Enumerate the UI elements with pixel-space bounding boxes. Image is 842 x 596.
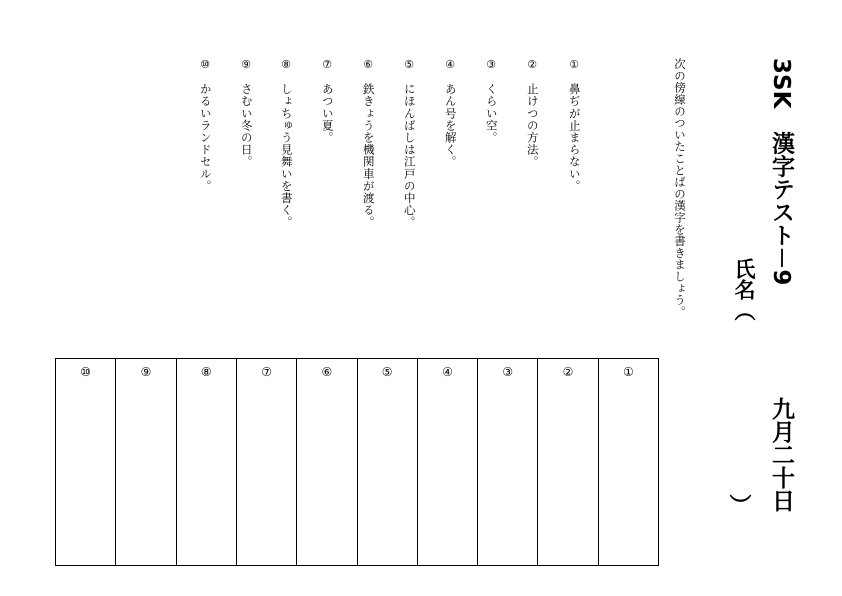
question-5 [399, 58, 419, 228]
question-6 [358, 58, 378, 228]
question-text: 止けつの方法。 [525, 83, 540, 168]
question-9 [236, 58, 256, 168]
question-text: くらい空。 [484, 83, 499, 144]
answer-box-7[interactable] [236, 359, 296, 565]
question-number: ② [527, 58, 537, 71]
question-number: ⑩ [200, 58, 210, 71]
name-close-paren: ） [726, 494, 751, 516]
answer-box-8[interactable] [176, 359, 236, 565]
question-8 [276, 58, 296, 228]
question-number: ⑦ [322, 58, 332, 71]
question-number: ⑥ [363, 58, 373, 71]
instructions: 次の傍線のついたことばの漢字を書きましょう。 [673, 58, 687, 318]
answer-box-10[interactable] [56, 359, 115, 565]
question-1 [564, 58, 584, 192]
question-text: あつい夏。 [320, 83, 335, 144]
question-text: 鉄きょうを機関車が渡る。 [361, 83, 376, 229]
answer-box-label: ⑩ [80, 365, 92, 379]
question-number: ④ [445, 58, 455, 71]
question-text: あん号を解く。 [443, 83, 458, 168]
question-3 [481, 58, 501, 144]
question-number: ⑨ [241, 58, 251, 71]
answer-box-label: ⑦ [261, 365, 272, 379]
answer-box-4[interactable] [417, 359, 477, 565]
question-text: しょちゅう見舞いを書く。 [279, 83, 294, 229]
answer-box-label: ⑥ [321, 365, 333, 379]
answer-box-label: ⑤ [381, 365, 393, 379]
question-2 [522, 58, 542, 168]
question-number: ③ [486, 58, 496, 71]
question-number: ⑧ [281, 58, 291, 71]
question-7 [317, 58, 337, 144]
answer-box-1[interactable] [598, 359, 658, 565]
question-text: にほんばしは江戸の中心。 [402, 83, 417, 229]
question-text: 鼻ぢが止まらない。 [567, 83, 582, 192]
answer-box-2[interactable] [537, 359, 597, 565]
answer-box-6[interactable] [296, 359, 356, 565]
question-text: かるいランドセル。 [198, 83, 213, 192]
question-10 [195, 58, 215, 192]
question-number: ⑤ [404, 58, 414, 71]
answer-box-label: ④ [442, 365, 453, 379]
test-title: 3SK 漢字テスト－9 [768, 58, 794, 286]
answer-box-label: ③ [502, 365, 514, 379]
answer-box-label: ⑧ [200, 365, 212, 379]
answer-box-label: ⑨ [140, 365, 152, 379]
question-4 [440, 58, 460, 168]
question-text: さむい冬の日。 [239, 83, 254, 168]
answer-box-9[interactable] [115, 359, 175, 565]
test-date: 九月二十日 [768, 397, 794, 512]
answer-grid [55, 358, 659, 566]
answer-box-label: ① [622, 365, 634, 379]
question-number: ① [569, 58, 579, 71]
answer-box-label: ② [562, 365, 574, 379]
answer-box-5[interactable] [357, 359, 417, 565]
name-label: 氏名（ [732, 258, 756, 321]
answer-box-3[interactable] [477, 359, 537, 565]
